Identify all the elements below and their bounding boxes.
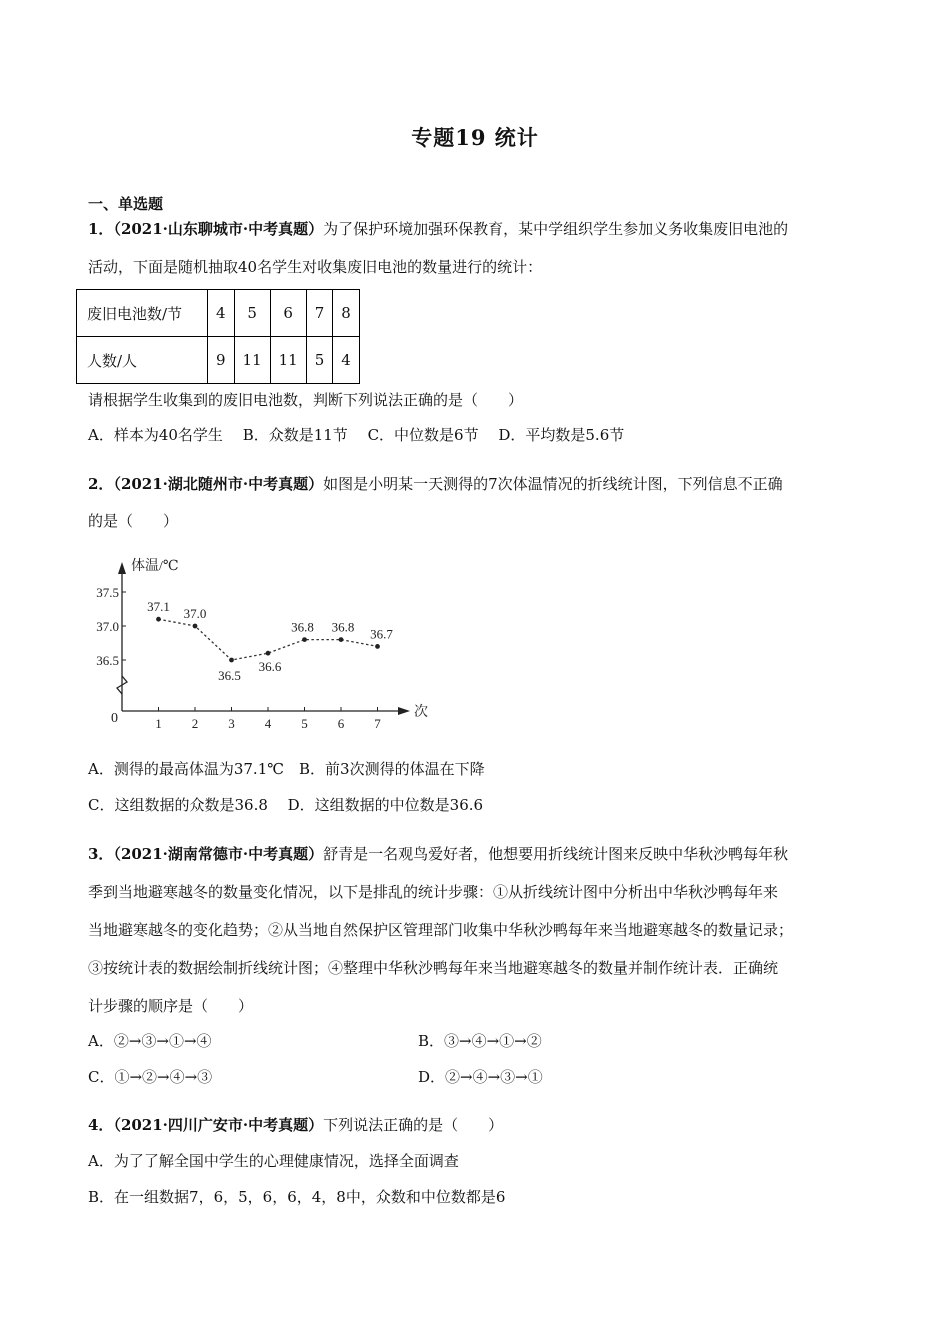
x-axis-label: 次 <box>414 705 428 720</box>
q4-text1: 下列说法正确的是（ ） <box>323 1116 504 1134</box>
q4-line1 <box>88 1115 503 1135</box>
x-tick-label: 2 <box>191 716 199 731</box>
data-label: 36.5 <box>218 668 241 683</box>
q3-text2: 季到当地避寒越冬的数量变化情况，以下是排乱的统计步骤：①从折线统计图中分析出中华秋沙鸭每年来 <box>88 883 779 901</box>
q1-text2: 活动，下面是随机抽取40名学生对收集废旧电池的数量进行的统计： <box>88 258 543 276</box>
data-label: 37.0 <box>183 606 207 621</box>
temperature-line-chart <box>96 548 440 738</box>
q2-option-cd: C．这组数据的众数是36.8 D．这组数据的中位数是36.6 <box>88 796 484 814</box>
q2-number: 2． <box>88 475 114 493</box>
y-tick-label: 36.5 <box>96 653 119 668</box>
q3-text3: 当地避寒越冬的变化趋势；②从当地自然保护区管理部门收集中华秋沙鸭每年来当地避寒越冬的数量记录； <box>88 921 794 939</box>
table-cell: 8 <box>333 290 360 337</box>
q3-number: 3． <box>88 845 114 863</box>
q3-text1: 舒青是一名观鸟爱好者，他想要用折线统计图来反映中华秋沙鸭每年秋 <box>323 845 789 863</box>
q2-option-ab: A．测得的最高体温为37.1℃ B．前3次测得的体温在下降 <box>88 760 485 778</box>
q3-text5: 计步骤的顺序是（ ） <box>88 997 254 1015</box>
table-cell: 11 <box>270 337 306 384</box>
data-label: 36.6 <box>258 659 282 675</box>
table-cell: 5 <box>234 290 270 337</box>
table-cell: 7 <box>306 290 333 337</box>
x-tick-label: 1 <box>155 716 162 731</box>
q1-text1: 为了保护环境加强环保教育，某中学组织学生参加义务收集废旧电池的 <box>323 220 789 238</box>
q3-source: （2021·湖南常德市·中考真题） <box>113 845 324 863</box>
q3-option-c: C．①→②→④→③ <box>88 1068 213 1086</box>
table-cell: 废旧电池数/节 <box>77 290 208 337</box>
data-point <box>375 644 380 649</box>
data-label: 36.8 <box>291 619 314 635</box>
x-tick-label: 3 <box>228 716 235 731</box>
data-point <box>229 658 234 663</box>
table-cell: 4 <box>333 337 360 384</box>
q3-option-d: D．②→④→③→① <box>418 1068 543 1086</box>
q2-text1: 如图是小明某一天测得的7次体温情况的折线统计图，下列信息不正确 <box>323 475 783 493</box>
y-axis-label: 体温/℃ <box>131 559 179 574</box>
table-cell: 5 <box>306 337 333 384</box>
origin-label: 0 <box>111 711 118 726</box>
q2-source: （2021·湖北随州市·中考真题） <box>113 475 324 493</box>
x-tick-label: 7 <box>374 716 381 731</box>
q3-text4: ③按统计表的数据绘制折线统计图；④整理中华秋沙鸭每年来当地避寒越冬的数量并制作统计表．正确统 <box>88 959 779 977</box>
data-point <box>302 637 307 642</box>
data-point <box>339 637 344 642</box>
table-row <box>77 337 360 384</box>
data-label: 36.7 <box>370 626 393 642</box>
table-cell: 9 <box>208 337 235 384</box>
q3-option-b: B．③→④→①→② <box>418 1032 542 1050</box>
page-title: 专题19 统计 <box>411 125 539 150</box>
q2-line1 <box>88 474 783 494</box>
data-label: 36.8 <box>331 619 355 635</box>
data-point <box>156 617 161 622</box>
q2-text2: 的是（ ） <box>88 512 179 530</box>
table-cell: 4 <box>208 290 235 337</box>
y-tick-label: 37.0 <box>96 619 119 634</box>
table-row <box>77 290 360 337</box>
q4-option-b: B．在一组数据7，6，5，6，6，4，8中，众数和中位数都是6 <box>88 1188 506 1206</box>
q4-source: （2021·四川广安市·中考真题） <box>113 1116 324 1134</box>
q1-options: A．样本为40名学生 B．众数是11节 C．中位数是6节 D．平均数是5.6节 <box>88 426 625 444</box>
data-label: 37.1 <box>147 599 170 615</box>
q1-number: 1． <box>88 220 114 238</box>
section-heading: 一、单选题 <box>88 195 164 213</box>
table-cell: 人数/人 <box>77 337 208 384</box>
q4-option-a: A．为了了解全国中学生的心理健康情况，选择全面调查 <box>88 1152 459 1170</box>
data-point <box>193 624 198 629</box>
data-point <box>266 651 271 656</box>
y-axis-arrow <box>118 562 126 574</box>
table-cell: 11 <box>234 337 270 384</box>
q4-number: 4． <box>88 1116 114 1134</box>
q1-source: （2021·山东聊城市·中考真题） <box>113 220 324 238</box>
battery-table <box>76 289 360 384</box>
x-tick-label: 5 <box>301 716 308 731</box>
q3-line1 <box>88 844 788 864</box>
x-tick-label: 6 <box>337 716 345 731</box>
y-tick-label: 37.5 <box>96 585 119 600</box>
q1-line1 <box>88 219 788 239</box>
table-cell: 6 <box>270 290 306 337</box>
q3-option-a: A．②→③→①→④ <box>88 1032 212 1050</box>
x-axis-arrow <box>398 707 410 715</box>
x-tick-label: 4 <box>264 716 272 731</box>
q1-after: 请根据学生收集到的废旧电池数，判断下列说法正确的是（ ） <box>88 391 524 409</box>
